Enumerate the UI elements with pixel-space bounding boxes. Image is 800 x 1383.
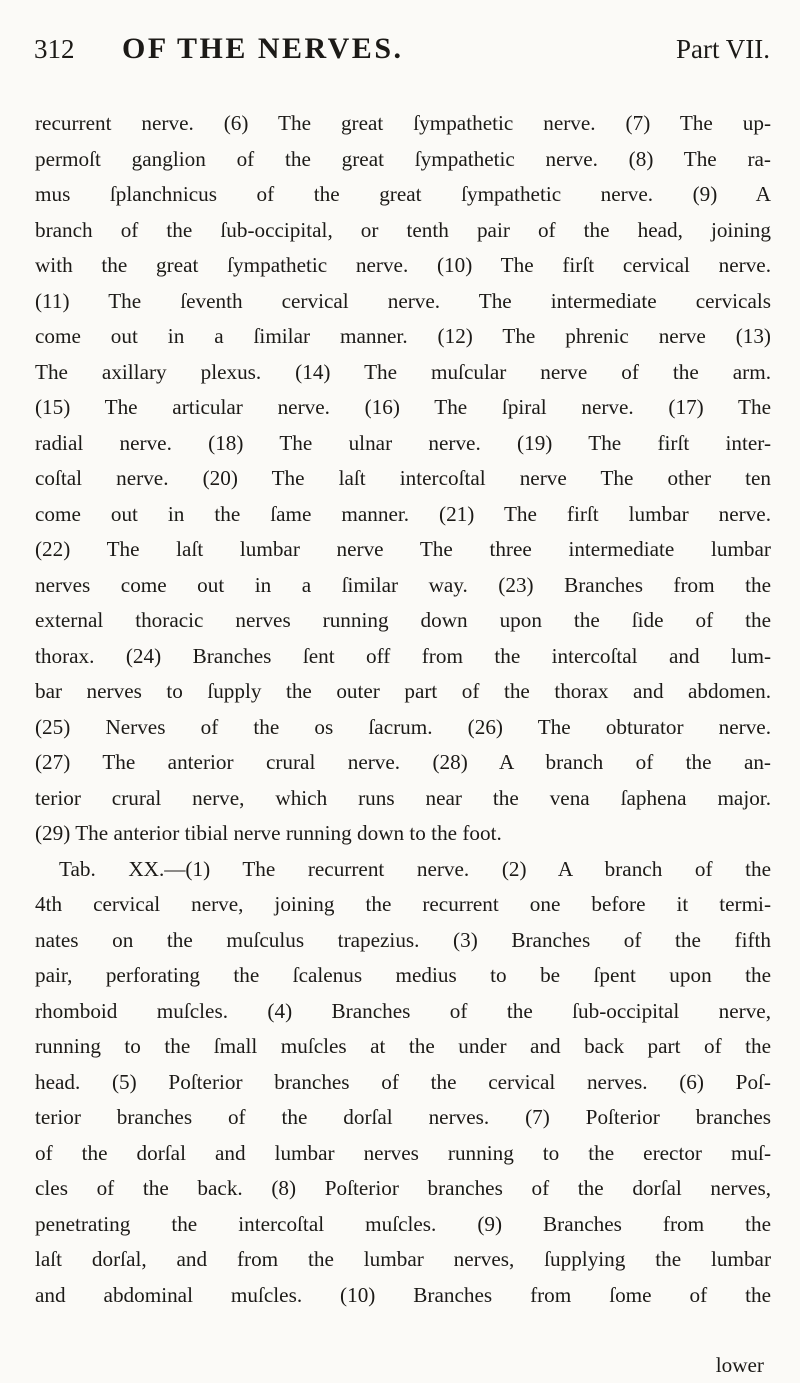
text-line: The axillary plexus. (14) The muſcular nerve of the arm. [35,359,771,384]
text-line: terior crural nerve, which runs near the vena ſaphena major. [35,785,771,810]
text-line: Tab. XX.—(1) The recurrent nerve. (2) A branch of the [59,856,771,881]
running-title: OF THE NERVES. [122,32,404,65]
text-line: nerves come out in a ſimilar way. (23) Branches from the [35,572,771,597]
text-line: (25) Nerves of the os ſacrum. (26) The obturator nerve. [35,714,771,739]
text-line: branch of the ſub-occipital, or tenth pair of the head, joining [35,217,771,242]
text-line: cles of the back. (8) Poſterior branches of the dorſal nerves, [35,1176,771,1200]
text-line: pair, perforating the ſcalenus medius to be ſpent upon the [35,963,771,987]
text-line: thorax. (24) Branches ſent off from the intercoſtal and lum- [35,643,771,668]
text-line: nates on the muſculus trapezius. (3) Branches of the fifth [35,927,771,952]
text-line: head. (5) Poſterior branches of the cervical nerves. (6) Poſ- [35,1069,771,1094]
text-line: coſtal nerve. (20) The laſt intercoſtal nerve The other ten [35,466,771,490]
text-line: (27) The anterior crural nerve. (28) A branch of the an- [35,750,771,774]
text-line: (11) The ſeventh cervical nerve. The intermediate cervicals [35,288,771,313]
text-line: 4th cervical nerve, joining the recurrent one before it termi- [35,892,771,916]
text-line: (15) The articular nerve. (16) The ſpiral nerve. (17) The [35,395,771,419]
text-line: with the great ſympathetic nerve. (10) The firſt cervical nerve. [35,253,771,277]
text-line: penetrating the intercoſtal muſcles. (9) Branches from the [35,1211,771,1236]
running-head [34,28,770,72]
part-label: Part VII. [676,34,770,64]
text-line: rhomboid muſcles. (4) Branches of the ſub-occipital nerve, [35,998,771,1023]
text-line: external thoracic nerves running down upon the ſide of the [35,608,771,632]
text-line: of the dorſal and lumbar nerves running to the erector muſ- [35,1140,771,1165]
text-line: (22) The laſt lumbar nerve The three intermediate lumbar [35,537,771,561]
body-text [35,106,771,1313]
catchword: lower [715,1353,764,1377]
text-line: bar nerves to ſupply the outer part of the thorax and abdomen. [35,679,771,703]
text-line: mus ſplanchnicus of the great ſympathetic nerve. (9) A [35,182,771,206]
text-line: permoſt ganglion of the great ſympathetic nerve. (8) The ra- [35,146,771,171]
text-line: running to the ſmall muſcles at the under and back part of the [35,1034,771,1058]
text-line: recurrent nerve. (6) The great ſympathetic nerve. (7) The up- [35,111,771,135]
page-number: 312 [34,34,75,64]
text-line: and abdominal muſcles. (10) Branches from ſome of the [35,1282,771,1307]
text-line: (29) The anterior tibial nerve running down to the foot. [35,821,502,845]
text-line: terior branches of the dorſal nerves. (7) Poſterior branches [35,1105,771,1129]
text-line: radial nerve. (18) The ulnar nerve. (19) The firſt inter- [35,430,771,455]
text-line: come out in the ſame manner. (21) The firſt lumbar nerve. [35,501,771,526]
text-line: come out in a ſimilar manner. (12) The phrenic nerve (13) [35,324,771,348]
text-line: laſt dorſal, and from the lumbar nerves, ſupplying the lumbar [35,1247,771,1271]
